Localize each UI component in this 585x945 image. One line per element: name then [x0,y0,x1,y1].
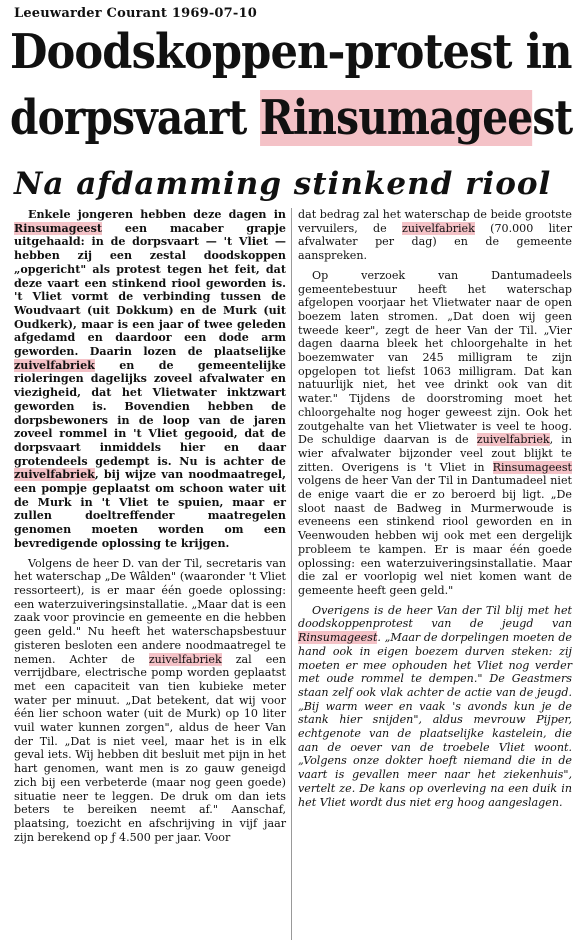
column-divider [291,208,292,940]
text-run: Enkele jongeren hebben deze dagen in [28,208,286,221]
headline-line-2 [10,90,573,146]
text-run: volgens de heer Van der Til in Dantumadeel niet de enige vaart die er zo beroerd bij ligt. „De sloot naast de Badweg in Murmerwoude is eveneens een stinkend riool geworden en in Veenwouden hebben wij ook met een dergelijk probleem te kampen. Er is maar één goede oplossing: een waterzuiveringsinstallatie. Maar die zal er voorlopig wel niet komen want de gemeente heeft geen geld." [298,474,572,597]
article-column-right [298,208,572,809]
highlighted-term: Rinsumageest [14,221,102,235]
newspaper-source-date: Leeuwarder Courant 1969-07-10 [14,6,258,21]
highlighted-term: Rinsumageest [492,460,572,474]
text-run: . „Maar de dorpelingen moeten de hand ook in eigen boezem durven steken: zij moeten er mee ophouden het Vliet nog verder met oude rommel te dempen." De Geastmers staan zelf ook vlak achter de actie van de jeugd. „Bij warm weer en vaak 's avonds kun je de stank hier snijden", aldus mevrouw Pijper, echtgenote van de plaatselijke kastelein, die aan de oever van de troebele Vliet woont. „Volgens onze dokter hoeft niemand die in de vaart is gevallen meer naar het ziekenhuis", vertelt ze. De kans op overleving na een duik in het Vliet wordt dus niet erg hoog aangeslagen. [298,631,572,809]
text-run: , bij wijze van noodmaatregel, een pompje geplaatst om schoon water uit de Murk in 't Vliet te spuien, maar er zullen doeltreffender maatregelen genomen moeten worden om een bevredigende oplossing te krijgen. [14,468,286,550]
italic-paragraph [298,604,572,810]
text-run: zal een verrijdbare, electrische pomp worden geplaatst met een capaciteit van tien kubieke meter water per minuut. „Dat betekent, dat wij voor één lier schoon water (uit de Murk) op 10 liter vuil water kunnen zorgen", aldus de heer Van der Til. „Dat is niet veel, maar het is in elk geval iets. Wij hebben dit besluit met pijn in het hart genomen, want men is zo gauw geneigd zich bij een verbeterde (maar nog geen goede) situatie neer te leggen. De druk om dan iets beters te bereiken neemt af." Aanschaf, plaatsing, toezicht en afschrijving in vijf jaar zijn berekend op ƒ 4.500 per jaar. Voor [14,652,286,844]
body-paragraph [298,208,572,263]
highlighted-term: zuivelfabriek [14,358,95,372]
text-run: dat bedrag zal het waterschap de beide grootste vervuilers, de [298,208,572,235]
article-column-left [14,208,286,844]
subheadline: Na afdamming stinkend riool [14,166,552,202]
highlighted-term: zuivelfabriek [476,433,550,447]
headline-highlight: Rinsumagee [259,90,533,146]
lead-paragraph [14,208,286,551]
headline-line-2-end: st [532,90,573,146]
body-paragraph [298,269,572,598]
text-run: en de gemeentelijke rioleringen dagelijks zoveel afvalwater en viezigheid, dat het Vlietwater inktzwart geworden is. Bovendien hebben de dorpsbewoners in de loop van de jaren zoveel rommel in 't Vliet gegooid, dat de dorpsvaart inmiddels hier en daar grotendeels gedempt is. Nu is achter de [14,358,286,468]
text-run: Op verzoek van Dantumadeels gemeentebestuur heeft het waterschap afgelopen voorjaar het Vlietwater naar de open boezem laten stromen. „Dat doen wij geen tweede keer", zegt de heer Van der Til. „Vier dagen daarna bleek het chloorgehalte in het boezemwater van 245 milligram te zijn opgelopen tot liefst 1063 milligram. Dat kan natuurlijk niet, het vee drinkt ook van dit water." Tijdens de doorstroming moet het chloorgehalte nog hoger geweest zijn. Ook het zoutgehalte van het Vlietwater is veel te hoog. De schuldige daarvan is de [298,268,572,447]
body-paragraph [14,557,286,845]
headline-line-1: Doodskoppen-protest in [10,24,572,80]
highlighted-term: Rinsumageest [298,631,378,645]
headline-line-2-text: dorpsvaart [10,90,260,146]
text-run: Volgens de heer D. van der Til, secretaris van het waterschap „De Wâlden" (waaronder 't Vliet ressorteert), is er maar één goede oplossing: een waterzuiveringsinstallatie. „Maar dat is een zaak voor provincie en gemeente en die hebben geen geld." Nu heeft het waterschapsbestuur gisteren besloten een andere noodmaatregel te nemen. Achter de [14,556,286,666]
highlighted-term: zuivelfabriek [148,652,222,666]
text-run: , in wier afvalwater bijzonder veel zout blijkt te zitten. Overigens is 't Vliet in [298,433,572,474]
highlighted-term: zuivelfabriek [401,221,475,235]
highlighted-term: zuivelfabriek [14,468,95,482]
text-run: een macaber grapje uitgehaald: in de dorpsvaart — 't Vliet — hebben zij een zestal doodskoppen „opgericht" als protest tegen het feit, dat deze vaart een stinkend riool geworden is. 't Vliet vormt de verbinding tussen de Woudvaart (uit Dokkum) en de Murk (uit Oudkerk), maar is een jaar of twee geleden afgedamd en daardoor een dode arm geworden. Daarin lozen de plaatselijke [14,221,286,359]
text-run: (70.000 liter afvalwater per dag) en de gemeente aanspreken. [298,221,572,263]
text-run: Overigens is de heer Van der Til blij met het doodskoppenprotest van de jeugd van [298,603,572,631]
